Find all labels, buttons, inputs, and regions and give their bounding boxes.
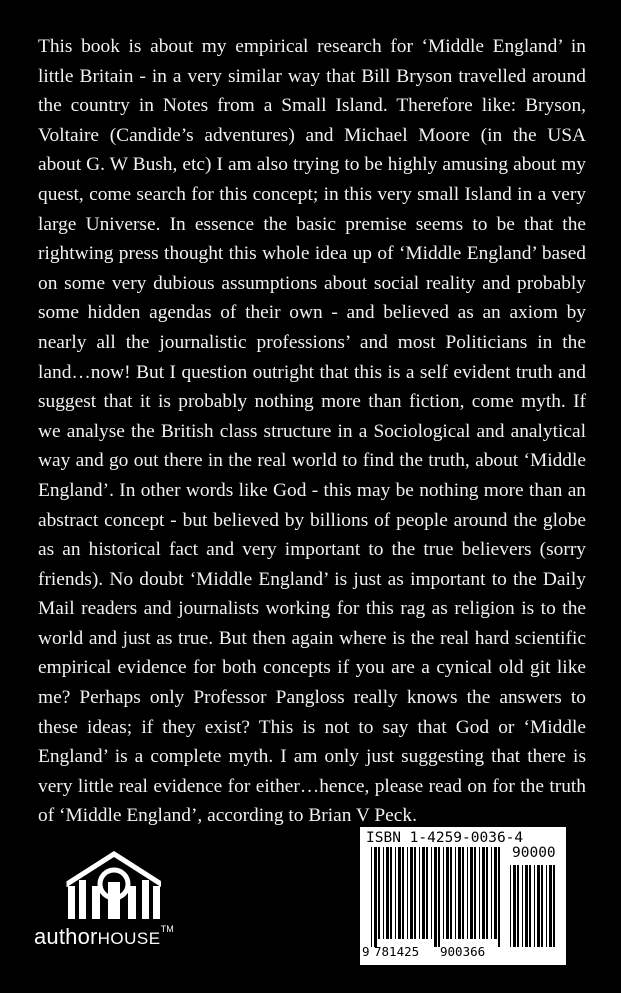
isbn-label: ISBN 1-4259-0036-4	[366, 830, 524, 846]
addon-bars	[508, 865, 560, 947]
ean-group-1: 781425	[374, 944, 420, 959]
isbn-barcode	[360, 827, 566, 965]
price-code: 90000	[512, 845, 556, 861]
back-cover-blurb: This book is about my empirical research for ‘Middle England’ in little Britain - in a very similar way that Bill Bryson travelled around the country in Notes from a Small Island. Therefore like: Bryson, Voltaire (Candide’s adventures) and Michael Moore (in the USA about G. W Bush, etc) I am also trying to be highly amusing about my quest, come search for this concept; in this very small Island in a very large Universe. In essence the basic premise seems to be that the rightwing press thought this whole idea up of ‘Middle England’ based on some very dubious assumptions about social reality and probably some hidden agendas of their own - and believed as an axiom by nearly all the journalistic professions’ and most Politicians in the land…now! But I question outright that this is a self evident truth and suggest that it is probably nothing more than fiction, come myth. If we analyse the British class structure in a Sociological and analytical way and go out there in the real world to find the truth, about ‘Middle England’. In other words like God - this may be nothing more than an abstract concept - but believed by billions of people around the globe as an historical fact and very important to the true believers (sorry friends). No doubt ‘Middle England’ is just as important to the Daily Mail readers and journalists working for this rag as religion is to the world and just as true. But then again where is the real hard scientific empirical evidence for both concepts if you are a cynical old git like me? Perhaps only Professor Pangloss really knows the answers to these ideas; if they exist? This is not to say that God or ‘Middle England’ is a complete myth. I am only just suggesting that there is very little real evidence for either…hence, please read on for the truth of ‘Middle England’, according to Brian V Peck.	[38, 36, 586, 827]
publisher-logo	[34, 848, 210, 958]
ean-group-2: 900366	[440, 944, 486, 959]
ean-bars	[369, 847, 503, 947]
ean-first-digit: 9	[362, 944, 370, 959]
house-book-icon	[64, 848, 164, 920]
publisher-name: authorHOUSE™	[34, 924, 174, 949]
